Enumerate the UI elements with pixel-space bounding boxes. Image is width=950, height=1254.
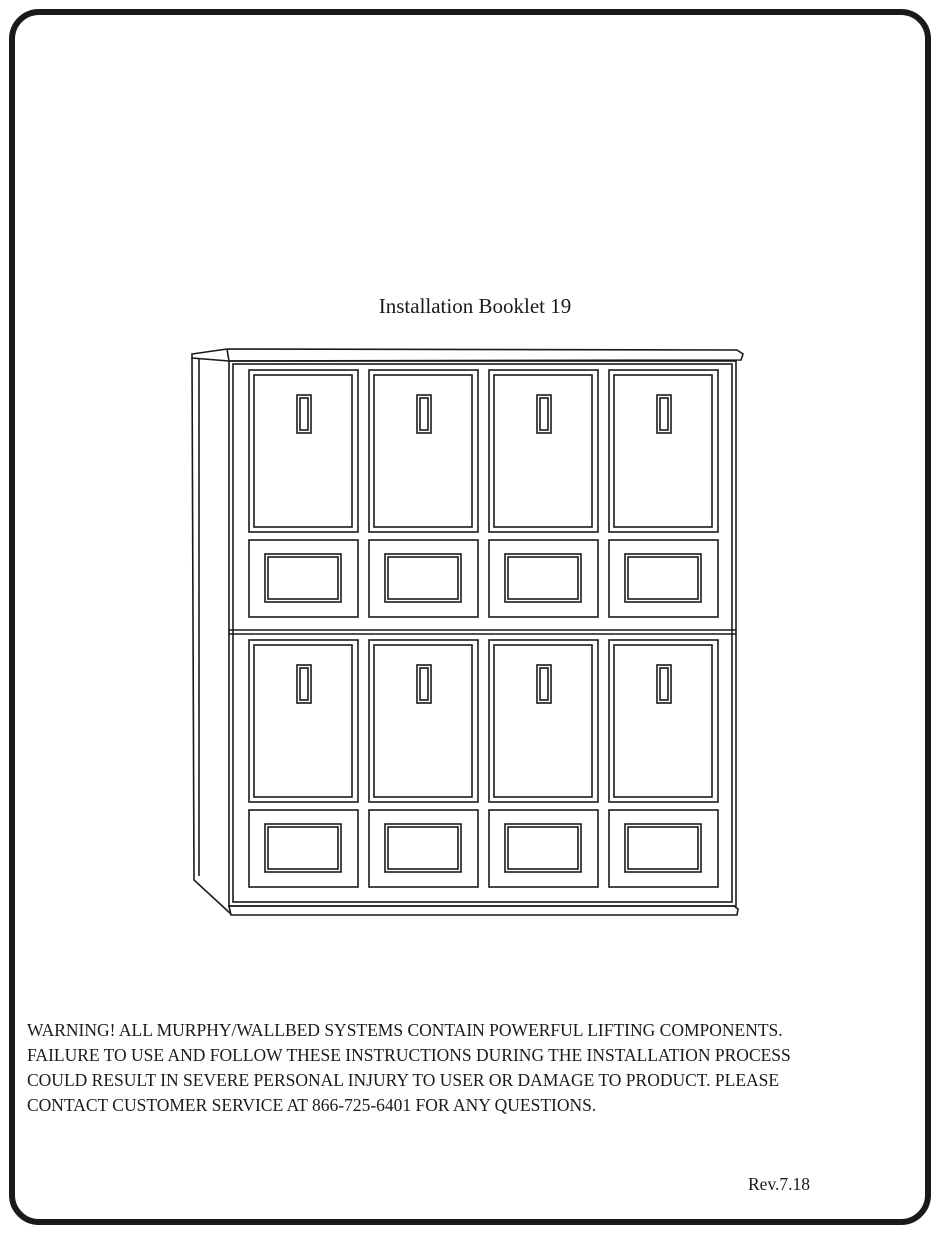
door-handle-inner [660,668,668,700]
drawer-panel-inner [505,824,581,872]
door-handle-inner [420,668,428,700]
door-handle-inner [540,668,548,700]
door-handle [657,395,671,433]
door-handle-inner [300,668,308,700]
cabinet-illustration [185,340,750,920]
drawer-panel-bevel [508,557,578,599]
drawer-panel-bevel [388,827,458,869]
drawer-panel-inner [385,824,461,872]
revision-label: Rev.7.18 [748,1174,811,1194]
door-handle [297,395,311,433]
drawer-panel-inner [625,824,701,872]
door-handle-inner [420,398,428,430]
warning-notice [27,1018,927,1118]
drawer-panel-inner [265,554,341,602]
door-handle [537,395,551,433]
drawer-panel-inner [505,554,581,602]
warning-line: WARNING! ALL MURPHY/WALLBED SYSTEMS CONTAIN POWERFUL LIFTING COMPONENTS. [27,1020,783,1040]
door-handle [657,665,671,703]
door-handle [537,665,551,703]
door-handle [417,395,431,433]
warning-line: CONTACT CUSTOMER SERVICE AT 866-725-6401 FOR ANY QUESTIONS. [27,1095,597,1115]
drawer-panel-inner [265,824,341,872]
door-handle [417,665,431,703]
page-title: Installation Booklet 19 [378,294,572,318]
drawer-panel-bevel [268,827,338,869]
door-handle-inner [540,398,548,430]
drawer-panel-bevel [508,827,578,869]
door-handle-inner [660,398,668,430]
warning-line: FAILURE TO USE AND FOLLOW THESE INSTRUCTIONS DURING THE INSTALLATION PROCESS [27,1045,791,1065]
drawer-panel-bevel [628,557,698,599]
drawer-panel-bevel [388,557,458,599]
warning-line: COULD RESULT IN SEVERE PERSONAL INJURY TO USER OR DAMAGE TO PRODUCT. PLEASE [27,1070,780,1090]
drawer-panel-inner [385,554,461,602]
door-handle [297,665,311,703]
door-handle-inner [300,398,308,430]
drawer-panel-bevel [628,827,698,869]
drawer-panel-bevel [268,557,338,599]
drawer-panel-inner [625,554,701,602]
